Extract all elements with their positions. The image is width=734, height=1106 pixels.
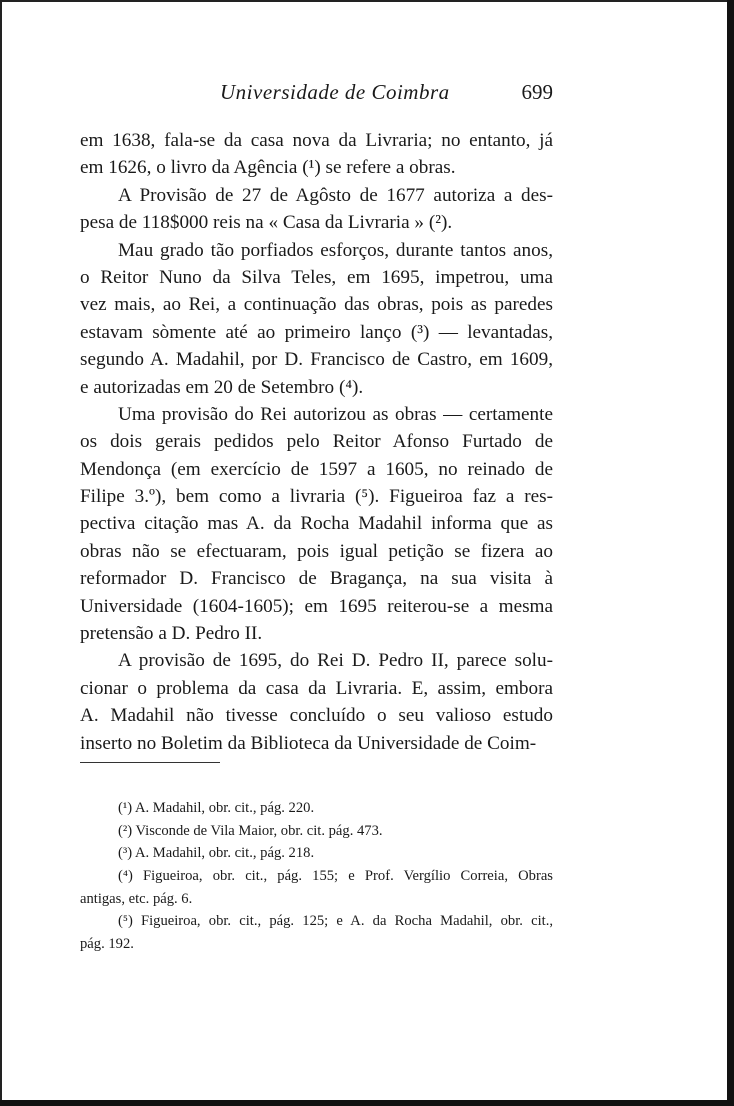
body-line: estavam sòmente até ao primeiro lanço (³) — levantadas, xyxy=(80,321,553,343)
body-line: cionar o problema da casa da Livraria. E, assim, embora xyxy=(80,677,553,699)
body-line: obras não se efectuaram, pois igual petição se fizera ao xyxy=(80,540,553,562)
footnote-line: (⁵) Figueiroa, obr. cit., pág. 125; e A. da Rocha Madahil, obr. cit., xyxy=(118,913,553,930)
footnote-line: pág. 192. xyxy=(80,936,134,953)
body-line: A Provisão de 27 de Agôsto de 1677 autoriza a des- xyxy=(118,184,553,206)
body-line: pretensão a D. Pedro II. xyxy=(80,623,263,645)
footnote-line: antigas, etc. pág. 6. xyxy=(80,890,193,907)
footnote-line: (⁴) Figueiroa, obr. cit., pág. 155; e Prof. Vergílio Correia, Obras xyxy=(118,868,553,885)
footnotes xyxy=(80,797,553,956)
body-line: pectiva citação mas A. da Rocha Madahil informa que as xyxy=(80,513,553,535)
body-line: pesa de 118$000 reis na « Casa da Livraria » (²). xyxy=(80,212,453,234)
body-line: Mau grado tão porfiados esforços, durante tantos anos, xyxy=(118,239,553,261)
body-text xyxy=(80,127,553,757)
body-line: os dois gerais pedidos pelo Reitor Afonso Furtado de xyxy=(80,431,553,453)
body-line: e autorizadas em 20 de Setembro (⁴). xyxy=(80,376,364,398)
running-header xyxy=(80,80,553,108)
footnote-line: (¹) A. Madahil, obr. cit., pág. 220. xyxy=(118,800,315,816)
body-line: em 1638, fala-se da casa nova da Livraria; no entanto, já xyxy=(80,130,553,151)
body-line: Universidade (1604-1605); em 1695 reiterou-se a mesma xyxy=(80,595,553,617)
footnote-line: (²) Visconde de Vila Maior, obr. cit. pág. 473. xyxy=(118,822,383,839)
body-line: A. Madahil não tivesse concluído o seu valioso estudo xyxy=(80,705,553,727)
body-line: Mendonça (em exercício de 1597 a 1605, no reinado de xyxy=(80,458,553,480)
body-line: o Reitor Nuno da Silva Teles, em 1695, impetrou, uma xyxy=(80,266,553,288)
footnote-line: (³) A. Madahil, obr. cit., pág. 218. xyxy=(118,845,315,862)
body-line: reformador D. Francisco de Bragança, na sua visita à xyxy=(80,568,553,590)
running-title: Universidade de Coimbra xyxy=(220,80,450,104)
body-line: inserto no Boletim da Biblioteca da Universidade de Coim- xyxy=(80,732,537,754)
body-line: em 1626, o livro da Agência (¹) se refere a obras. xyxy=(80,157,456,179)
page-number: 699 xyxy=(521,80,553,104)
body-line: Uma provisão do Rei autorizou as obras — certamente xyxy=(118,403,553,425)
footnote-separator xyxy=(80,762,220,763)
body-line: A provisão de 1695, do Rei D. Pedro II, parece solu- xyxy=(118,650,553,672)
body-line: segundo A. Madahil, por D. Francisco de Castro, em 1609, xyxy=(80,349,553,371)
body-line: Filipe 3.º), bem como a livraria (⁵). Figueiroa faz a res- xyxy=(80,486,553,508)
body-line: vez mais, ao Rei, a continuação das obras, pois as paredes xyxy=(80,294,553,316)
